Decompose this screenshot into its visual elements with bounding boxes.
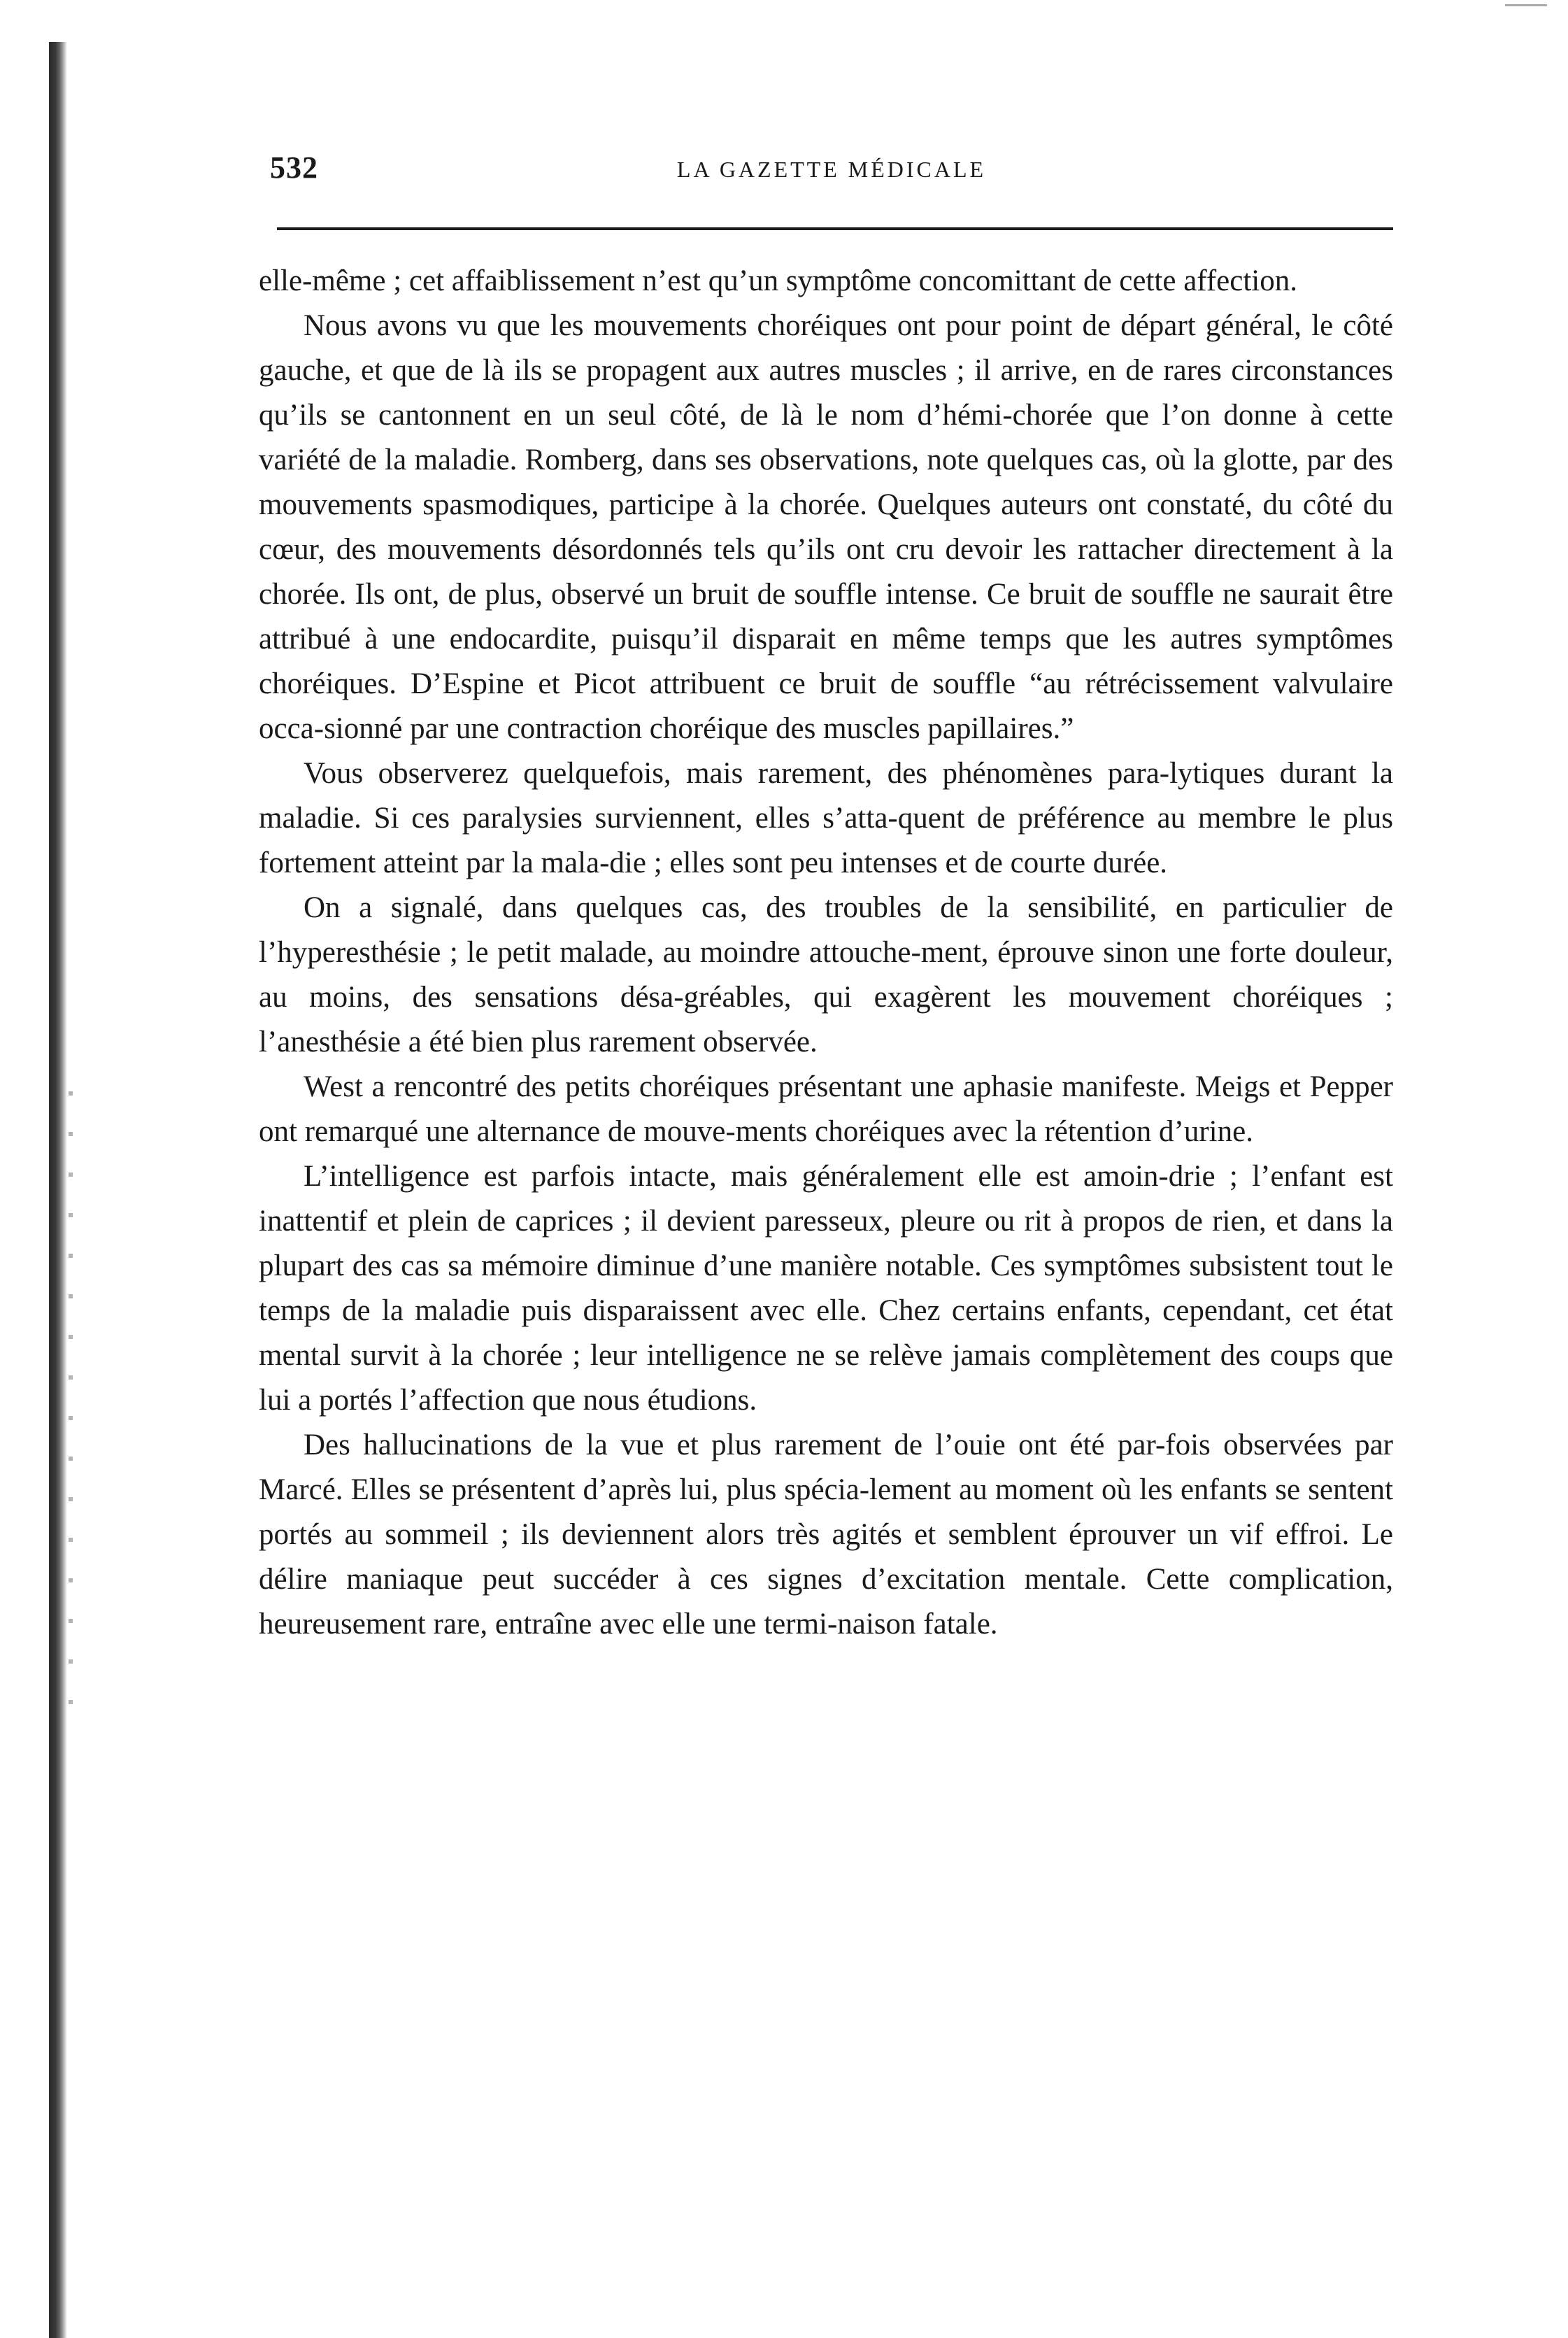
scan-mark [1505,4,1547,6]
scanned-binding-marks [69,1091,73,1721]
header-rule [277,227,1393,230]
paragraph: On a signalé, dans quelques cas, des troubles de la sensibilité, en particulier de l’hyperesthésie ; le petit malade, au moindre attouche-ment, éprouve sinon une forte douleur, au moins, des sensations désa-gréables, qui exagèrent les mouvement choréiques ; l’anesthésie a été bien plus rarement observée. [259,891,1393,1058]
paragraph: Vous observerez quelquefois, mais rarement, des phénomènes para-lytiques durant la maladie. Si ces paralysies surviennent, elles s’atta-quent de préférence au membre le plus fortement atteint par la mala-die ; elles sont peu intenses et de courte durée. [259,757,1393,879]
page-header [270,150,1393,192]
running-head: LA GAZETTE MÉDICALE [676,157,987,182]
scanned-binding-edge [49,42,67,2338]
paragraph: Nous avons vu que les mouvements choréiques ont pour point de départ général, le côté gauche, et que de là ils se propagent aux autres muscles ; il arrive, en de rares circonstances qu’ils se cantonnent en un seul côté, de là le nom d’hémi-chorée que l’on donne à cette variété de la maladie. Romberg, dans ses observations, note quelques cas, où la glotte, par des mouvements spasmodiques, participe à la chorée. Quelques auteurs ont constaté, du côté du cœur, des mouvements désordonnés tels qu’ils ont cru devoir les rattacher directement à la chorée. Ils ont, de plus, observé un bruit de souffle intense. Ce bruit de souffle ne saurait être attribué à une endocardite, puisqu’il disparait en même temps que les autres symptômes choréiques. D’Espine et Picot attribuent ce bruit de souffle “au rétrécissement valvulaire occa-sionné par une contraction choréique des muscles papillaires.” [259,309,1393,745]
paragraph: elle-même ; cet affaiblissement n’est qu’un symptôme concomittant de cette affection. [259,264,1297,297]
page-number: 532 [270,150,318,185]
body-text [259,259,1393,1647]
paragraph: West a rencontré des petits choréiques présentant une aphasie manifeste. Meigs et Pepper ont remarqué une alternance de mouve-ments choréiques avec la rétention d’urine. [259,1070,1393,1148]
paragraph: Des hallucinations de la vue et plus rarement de l’ouie ont été par-fois observées par Marcé. Elles se présentent d’après lui, plus spécia-lement au moment où les enfants se sentent portés au sommeil ; ils deviennent alors très agités et semblent éprouver un vif effroi. Le délire maniaque peut succéder à ces signes d’excitation mentale. Cette complication, heureusement rare, entraîne avec elle une termi-naison fatale. [259,1429,1393,1641]
paragraph: L’intelligence est parfois intacte, mais généralement elle est amoin-drie ; l’enfant est inattentif et plein de caprices ; il devient paresseux, pleure ou rit à propos de rien, et dans la plupart des cas sa mémoire diminue d’une manière notable. Ces symptômes subsistent tout le temps de la maladie puis disparaissent avec elle. Chez certains enfants, cependant, cet état mental survit à la chorée ; leur intelligence ne se relève jamais complètement des coups que lui a portés l’affection que nous étudions. [259,1160,1393,1417]
